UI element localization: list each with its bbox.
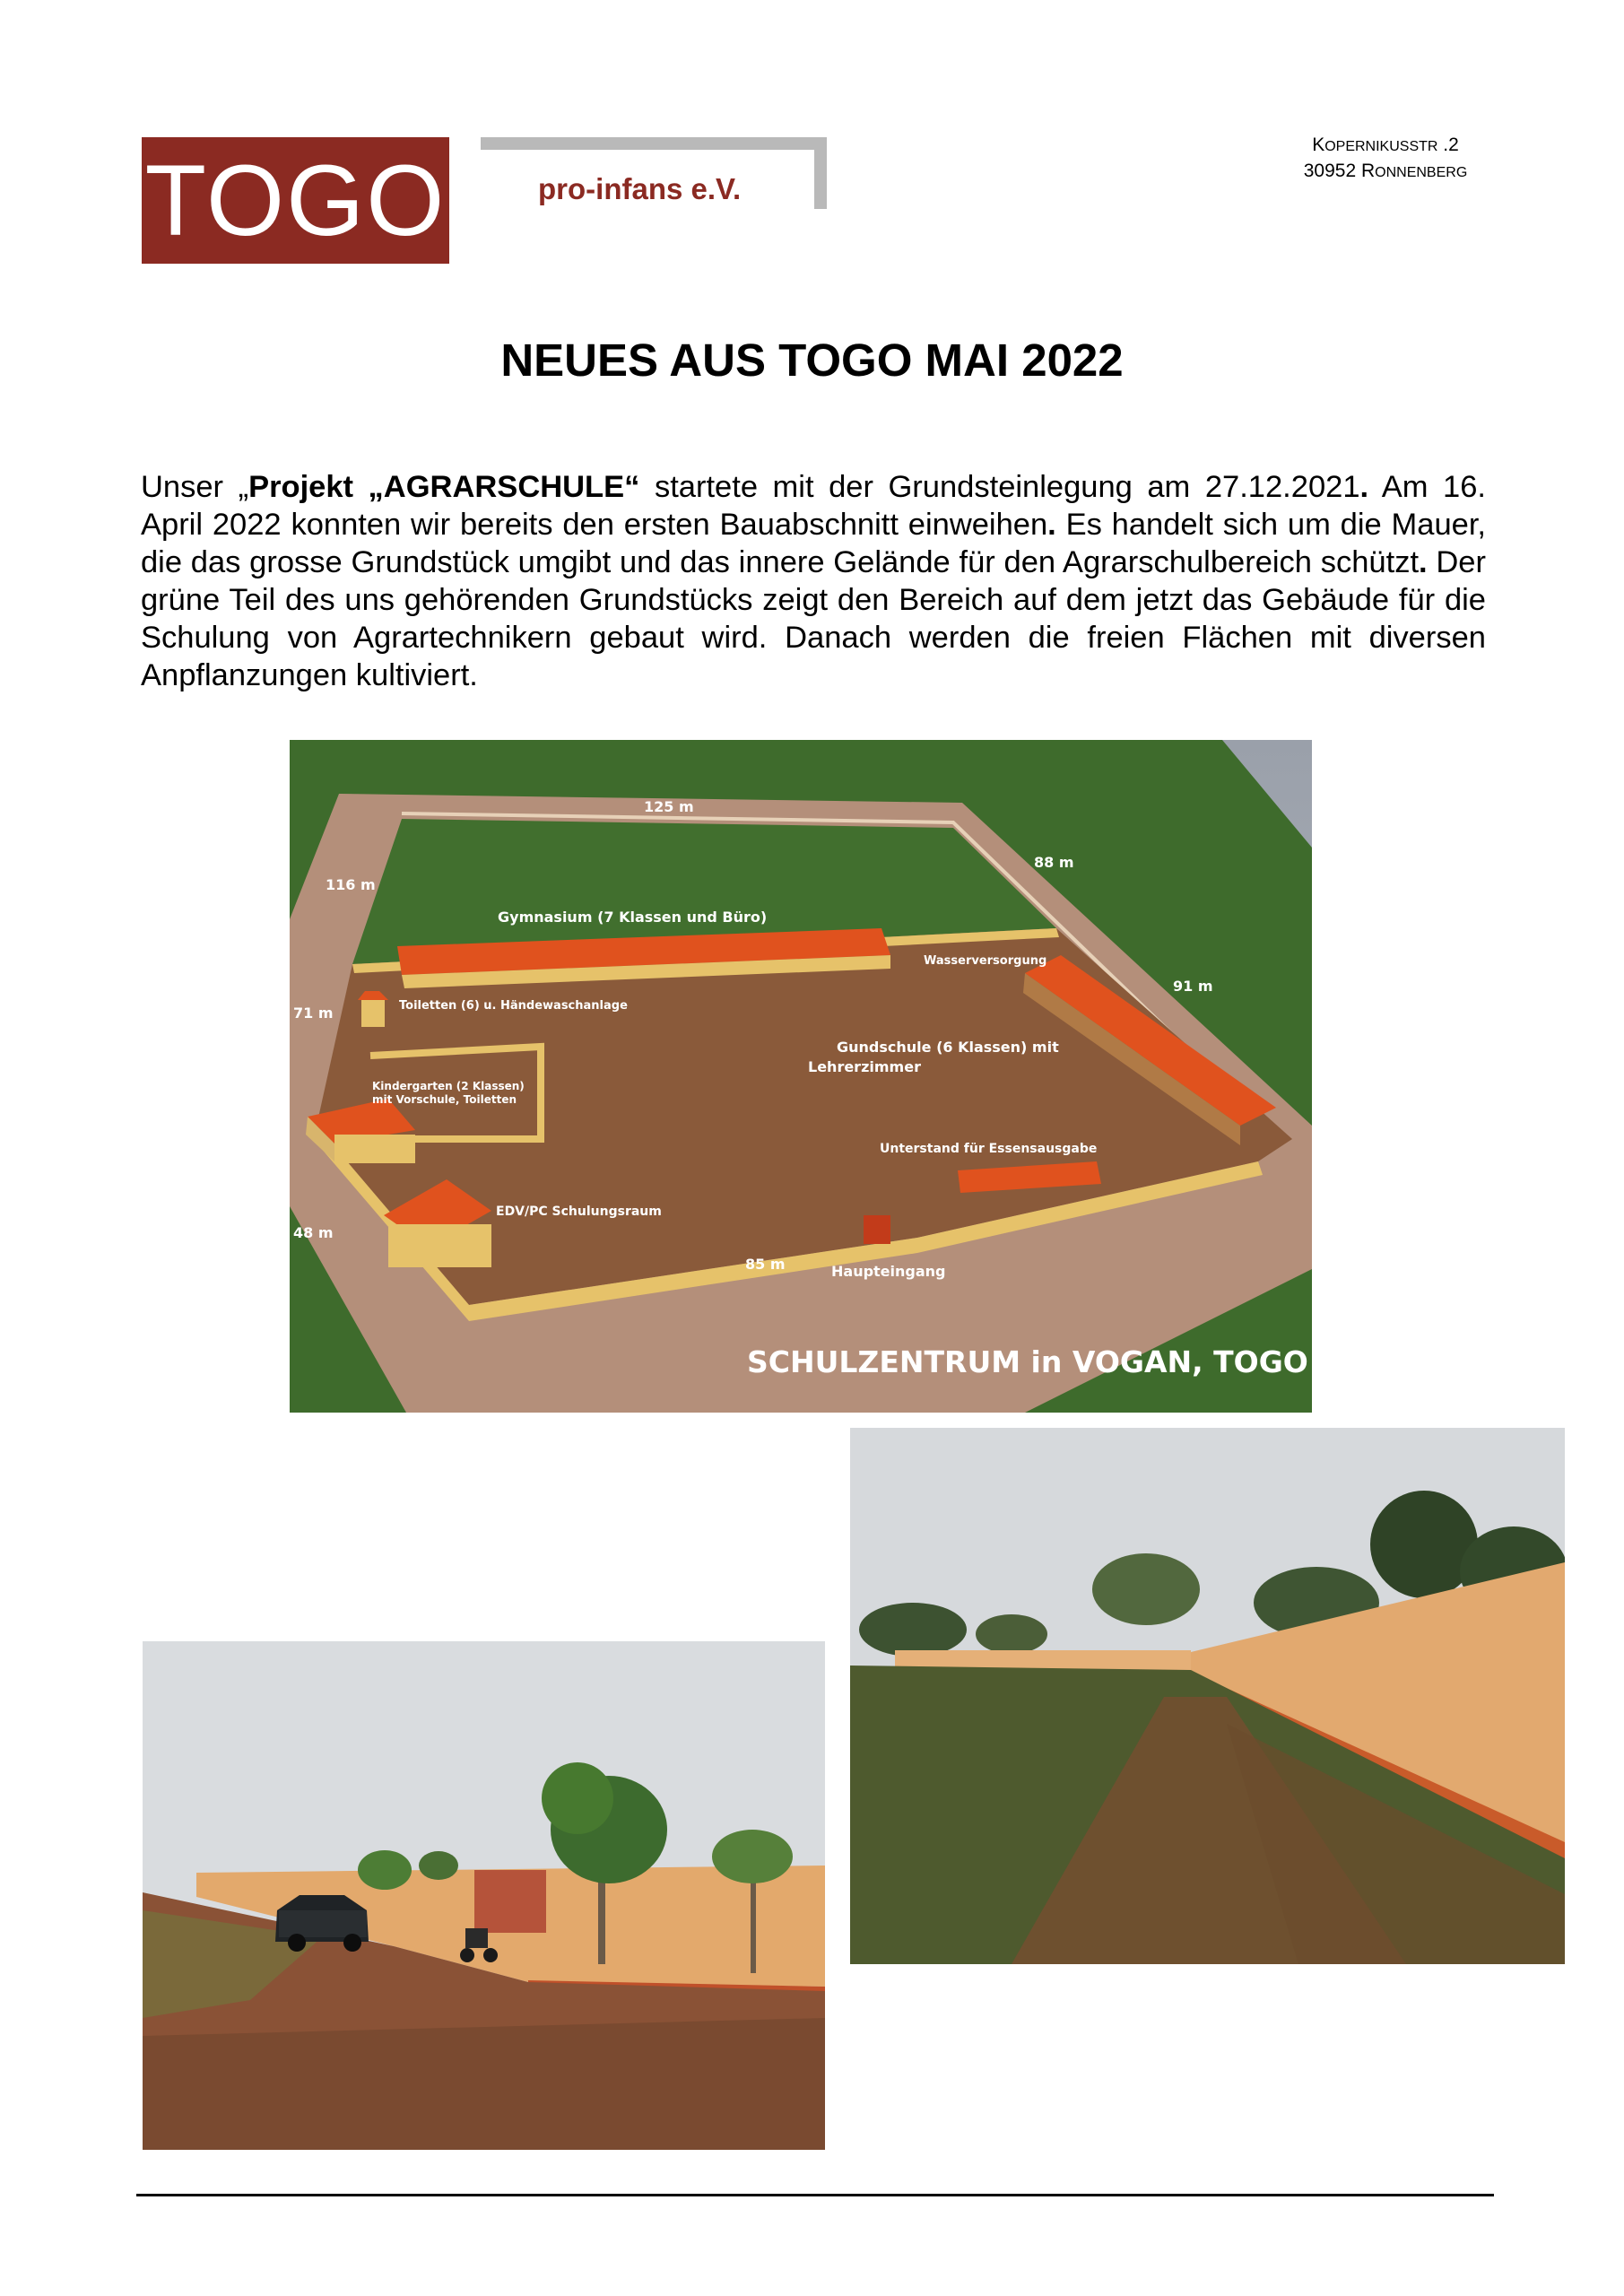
plan-caption: SCHULZENTRUM in VOGAN, TOGO — [747, 1344, 1308, 1379]
page-title: NEUES AUS TOGO MAI 2022 — [500, 335, 1124, 386]
intro-paragraph: Unser „Projekt „AGRARSCHULE“ startete mit der Grundsteinlegung am 27.12.2021. Am 16. April 2022 konnten wir bereits den ersten Bauabschnitt einweihen. Es handelt sich um die Mauer, die das grosse Grundstück umgibt und das innere Gelände für den Agrarschulbereich schützt. Der grüne Teil des uns gehörenden Grundstücks zeigt den Bereich auf dem jetzt das Gebäude für die Schulung von Agrartechnikern gebaut wird. Danach werden die freien Flächen mit diversen Anpflanzungen kultiviert. — [141, 470, 1487, 692]
plan-label-toiletten: Toiletten (6) u. Händewaschanlage — [399, 999, 628, 1013]
gate-photo — [143, 1641, 825, 2150]
plan-dim-left-top: 116 m — [326, 876, 376, 893]
plan-dim-bottom: 85 m — [745, 1256, 786, 1273]
plan-label-edv: EDV/PC Schulungsraum — [496, 1205, 662, 1219]
footer-rule — [136, 2194, 1494, 2196]
plan-dim-left-mid: 71 m — [293, 1004, 334, 1022]
plan-label-kiga1: Kindergarten (2 Klassen) — [372, 1080, 525, 1092]
plan-label-unterstand: Unterstand für Essensausgabe — [880, 1142, 1098, 1156]
plan-dim-right-top: 88 m — [1034, 854, 1074, 871]
wall-photo — [850, 1428, 1565, 1964]
plan-label-kiga2: mit Vorschule, Toiletten — [372, 1093, 517, 1106]
plan-label-lehrer: Lehrerzimmer — [808, 1058, 921, 1075]
org-name: pro-infans e.V. — [538, 172, 742, 205]
plan-label-grundschule: Gundschule (6 Klassen) mit — [837, 1039, 1059, 1056]
plan-label-wasser: Wasserversorgung — [924, 954, 1047, 968]
address-street: KOPERNIKUSSTR .2 — [1312, 135, 1459, 155]
plan-label-gymnasium: Gymnasium (7 Klassen und Büro) — [498, 909, 768, 926]
plan-dim-right: 91 m — [1173, 978, 1213, 995]
plan-dim-left-bottom: 48 m — [293, 1224, 334, 1241]
address — [1238, 133, 1533, 185]
logo-text: TOGO — [144, 144, 447, 257]
site-plan-image — [290, 740, 1312, 1413]
plan-label-eingang: Haupteingang — [831, 1263, 946, 1280]
plan-dim-top: 125 m — [644, 798, 694, 815]
address-city: 30952 RONNENBERG — [1303, 161, 1468, 181]
